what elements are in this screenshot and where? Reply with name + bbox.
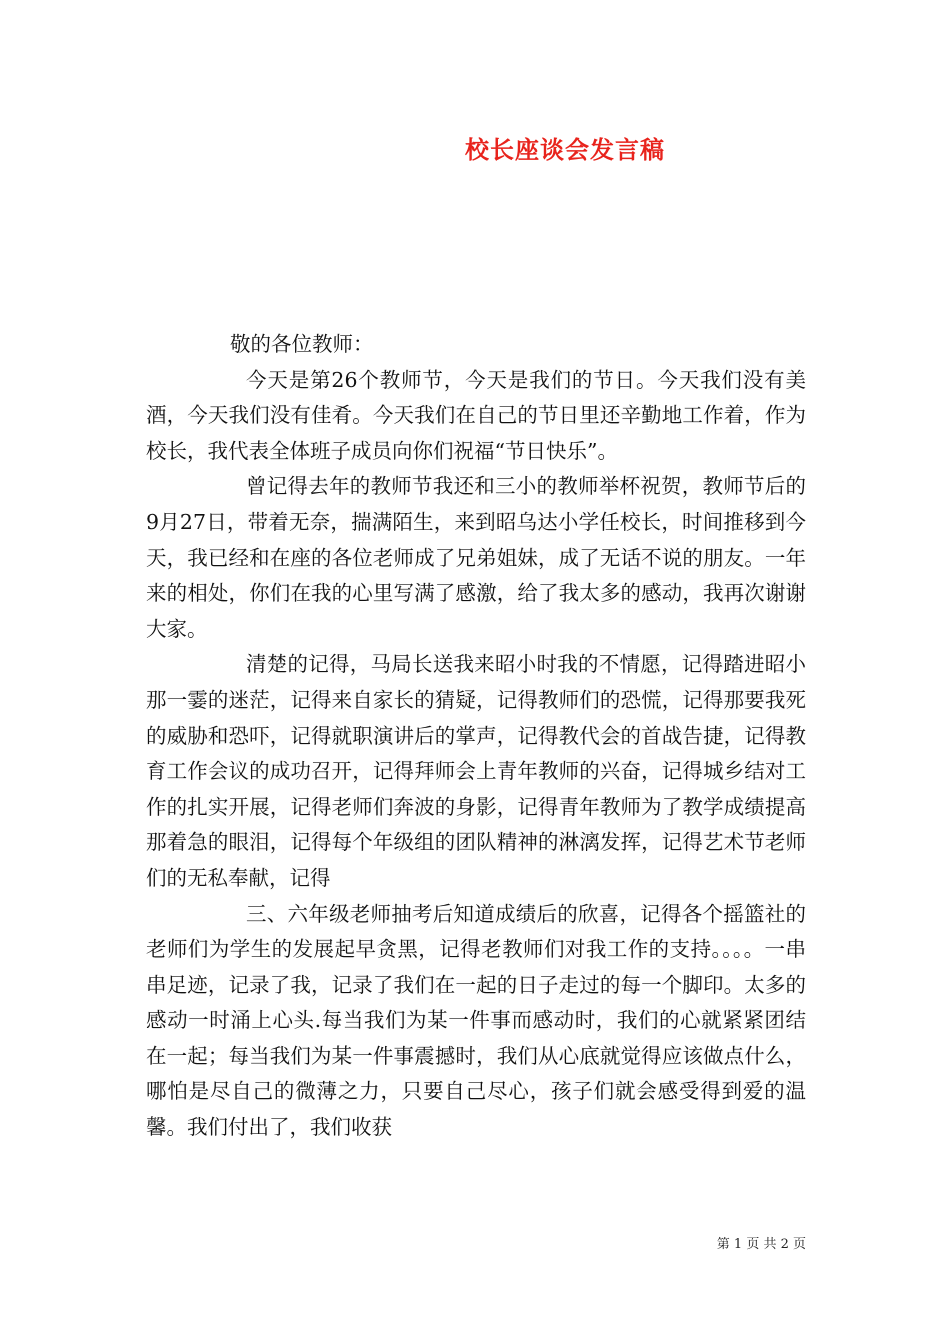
salutation: 敬的各位教师： [230, 332, 374, 356]
paragraph-1: 今天是第26个教师节，今天是我们的节日。今天我们没有美酒，今天我们没有佳肴。今天我们在自己的节日里还辛勤地工作着，作为校长，我代表全体班子成员向你们祝福“节日快乐”。 [146, 367, 806, 463]
document-title: 校长座谈会发言稿 [465, 135, 665, 164]
document-body [146, 327, 806, 1146]
paragraph-2: 曾记得去年的教师节我还和三小的教师举杯祝贺，教师节后的9月27日，带着无奈，揣满陌生，来到昭乌达小学任校长，时间推移到今天，我已经和在座的各位老师成了兄弟姐妹，成了无话不说的朋友。一年来的相处，你们在我的心里写满了感激，给了我太多的感动，我再次谢谢大家。 [146, 474, 806, 641]
paragraph-4: 三、六年级老师抽考后知道成绩后的欣喜，记得各个摇篮社的老师们为学生的发展起早贪黑，记得老教师们对我工作的支持。。。。一串串足迹，记录了我，记录了我们在一起的日子走过的每一个脚印。太多的感动一时涌上心头.每当我们为某一件事而感动时，我们的心就紧紧团结在一起；每当我们为某一件事震撼时，我们从心底就觉得应该做点什么，哪怕是尽自己的微薄之力，只要自己尽心，孩子们就会感受得到爱的温馨。我们付出了，我们收获 [146, 901, 806, 1140]
paragraph-3: 清楚的记得，马局长送我来昭小时我的不情愿，记得踏进昭小那一霎的迷茫，记得来自家长的猜疑，记得教师们的恐慌，记得那要我死的威胁和恐吓，记得就职演讲后的掌声，记得教代会的首战告捷，记得教育工作会议的成功召开，记得拜师会上青年教师的兴奋，记得城乡结对工作的扎实开展，记得老师们奔波的身影，记得青年教师为了教学成绩提高那着急的眼泪，记得每个年级组的团队精神的淋漓发挥，记得艺术节老师们的无私奉献，记得 [146, 652, 806, 890]
page-number-footer: 第 1 页 共 2 页 [716, 1237, 806, 1252]
